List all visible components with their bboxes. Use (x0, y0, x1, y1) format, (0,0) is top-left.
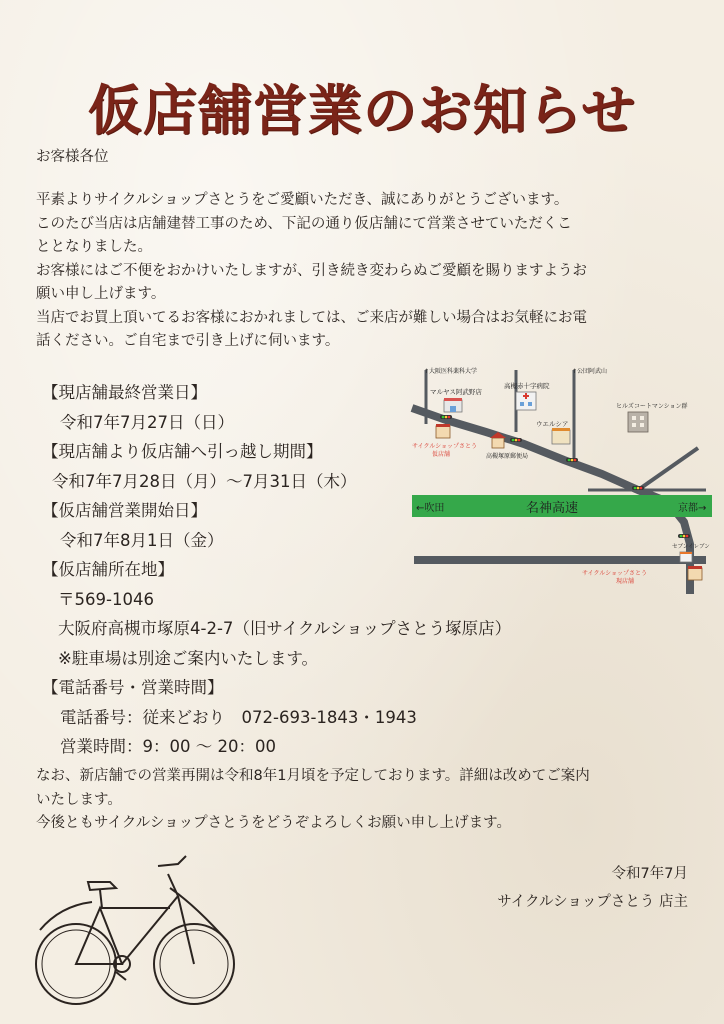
hospital-icon (516, 392, 536, 410)
signature (497, 860, 688, 916)
temp-shop-label-sub: 仮店舗 (432, 451, 451, 458)
maruyasu-label: マルヤス阿武野店 (430, 388, 482, 396)
hospital-label: 高槻赤十字病院 (504, 382, 550, 390)
intro-line: 平素よりサイクルショップさとうをご愛顧いただき、誠にありがとうございます。 (36, 192, 569, 208)
business-hours: 営業時間：9：00 〜 20：00 (60, 737, 276, 756)
page-title: 仮店舗営業のお知らせ (87, 79, 637, 142)
traffic-light-icon (678, 534, 690, 538)
park-label: ↑公団阿武山 (572, 368, 608, 375)
current-shop-label: サイクルショップさとう (582, 570, 648, 577)
temp-shop-icon (436, 424, 450, 438)
sign-shop: サイクルショップさとう 店主 (497, 894, 688, 910)
last-day-heading: 【現店舗最終営業日】 (42, 383, 207, 402)
greeting: お客様各位 (36, 149, 109, 165)
convenience-store-icon (680, 552, 692, 562)
traffic-light-icon (510, 438, 522, 442)
welcia-label: ウエルシア (536, 420, 569, 428)
traffic-light-icon (632, 486, 644, 490)
intro-line: 話ください。ご自宅まで引き上げに伺います。 (36, 333, 340, 349)
intro-line: 当店でお買上頂いてるお客様におかれましては、ご来店が難しい場合はお気軽にお電 (36, 309, 587, 326)
moving-period-value: 令和7年7月28日（月）〜7月31日（木） (52, 471, 357, 491)
phone-heading: 【電話番号・営業時間】 (42, 678, 224, 697)
kyoto-label: 京都→ (678, 503, 707, 514)
intro-line: 願い申し上げます。 (36, 286, 166, 302)
open-day-value: 令和7年8月1日（金） (60, 530, 224, 550)
supermarket-icon (444, 398, 462, 412)
address: 大阪府高槻市塚原4-2-7（旧サイクルショップさとう塚原店） (58, 619, 512, 638)
access-map (406, 362, 712, 594)
traffic-light-icon (440, 415, 452, 419)
post-office-label: 高槻塚原郵便局 (486, 453, 529, 460)
closing-paragraph (36, 765, 696, 836)
sign-date: 令和7年7月 (611, 866, 688, 882)
current-shop-icon (688, 566, 702, 580)
hills-label: ヒルズコートマンション群 (616, 403, 688, 410)
outro-line: いたします。 (36, 791, 122, 808)
road-line (638, 448, 698, 490)
seven-eleven-label: セブンイレブン (672, 544, 710, 550)
intro-paragraph (36, 189, 696, 354)
med-univ-label: ↑大阪医科薬科大学 (424, 368, 478, 375)
traffic-light-icon (566, 458, 578, 462)
apartment-icon (628, 412, 648, 432)
parking-note: ※駐車場は別途ご案内いたします。 (58, 648, 319, 668)
intro-line: ととなりました。 (36, 239, 152, 255)
last-day-value: 令和7年7月27日（日） (60, 412, 234, 432)
address-heading: 【仮店舗所在地】 (42, 560, 174, 579)
current-shop-label-sub: 現店舗 (616, 578, 635, 585)
outro-line: 今後ともサイクルショップさとうをどうぞよろしくお願い申し上げます。 (36, 815, 511, 831)
suita-label: ←吹田 (416, 503, 445, 514)
outro-line: なお、新店舗での営業再開は令和8年1月頃を予定しております。詳細は改めてご案内 (36, 768, 590, 784)
moving-heading: 【現店舗より仮店舗へ引っ越し期間】 (42, 442, 323, 461)
postal-code: 〒569-1046 (58, 589, 154, 609)
intro-line: お客様にはご不便をおかけいたしますが、引き続き変わらぬご愛顧を賜りますようお (36, 262, 587, 279)
meishin-label: 名神高速 (526, 501, 579, 516)
open-heading: 【仮店舗営業開始日】 (42, 501, 207, 520)
drugstore-icon (552, 428, 570, 444)
bicycle-icon (30, 846, 240, 1011)
temp-shop-label: サイクルショップさとう (412, 443, 478, 450)
bicycle-illustration (30, 846, 240, 1011)
intro-line: このたび当店は店舗建替工事のため、下記の通り仮店舗にて営業させていただくこ (36, 215, 572, 232)
phone-number: 電話番号：従来どおり 072-693-1843・1943 (60, 707, 417, 727)
